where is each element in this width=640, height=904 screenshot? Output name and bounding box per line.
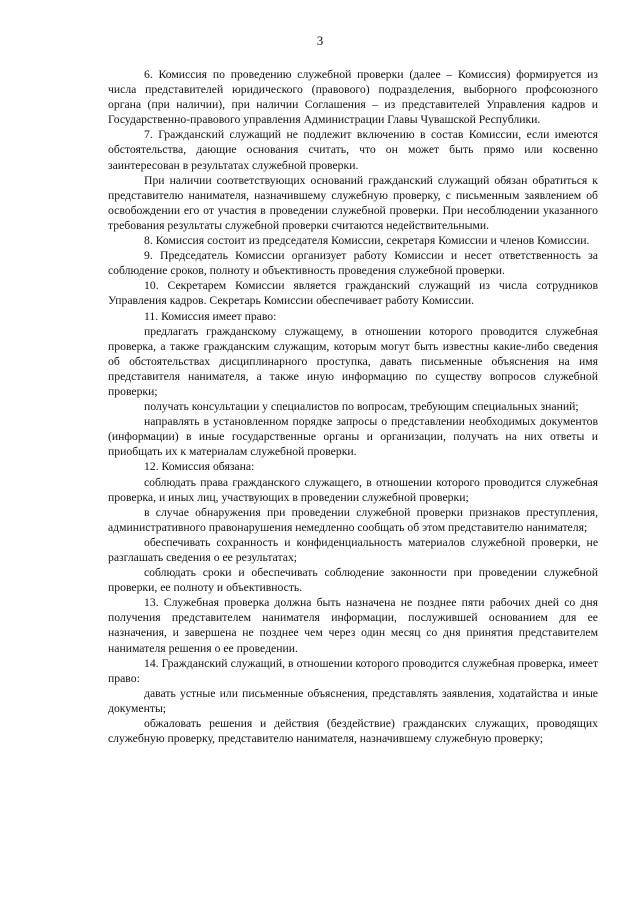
paragraph-11-item-2: получать консультации у специалистов по вопросам, требующим специальных знаний; bbox=[144, 400, 579, 414]
paragraph-9: 9. Председатель Комиссии организует работу Комиссии и несет ответственность за соблюдение сроков, полноту и объективность проведения служебной проверки. bbox=[108, 249, 598, 278]
paragraph-11-item-1: предлагать гражданскому служащему, в отношении которого проводится служебная проверка, а также гражданским служащим, которым могут быть известны какие-либо сведения об обстоятельствах дисциплинарного проступка, давать письменные объяснения на имя представителя нанимателя, а также иную информацию по существу вопросов служебной проверки; bbox=[108, 324, 598, 398]
paragraph-14-heading: 14. Гражданский служащий, в отношении которого проводится служебная проверка, имеет право: bbox=[108, 656, 598, 685]
paragraph-12-item-1: соблюдать права гражданского служащего, в отношении которого проводится служебная проверка, и иных лиц, участвующих в проведении служебной проверки; bbox=[108, 475, 598, 504]
page-number: 3 bbox=[316, 33, 324, 48]
paragraph-12-item-2: в случае обнаружения при проведении служебной проверки признаков преступления, административного правонарушения немедленно сообщать об этом представителю нанимателя; bbox=[108, 505, 598, 534]
document-body bbox=[108, 67, 598, 746]
paragraph-13: 13. Служебная проверка должна быть назначена не позднее пяти рабочих дней со дня получения представителем нанимателя информации, послужившей основанием для ее назначения, и завершена не позднее чем через один месяц со дня принятия представителем нанимателя решения о ее проведении. bbox=[108, 596, 598, 655]
paragraph-14-item-2: обжаловать решения и действия (бездействие) гражданских служащих, проводящих служебную проверку, представителю нанимателя, назначившему служебную проверку; bbox=[108, 717, 598, 746]
paragraph-11-heading: 11. Комиссия имеет право: bbox=[144, 309, 277, 323]
paragraph-7-continued: При наличии соответствующих оснований гражданский служащий обязан обратиться к представителю нанимателя, назначившему служебную проверку, с письменным заявлением об освобождении его от участия в проведении служебной проверки. При несоблюдении указанного требования результаты служебной проверки считаются недействительными. bbox=[108, 173, 598, 232]
paragraph-11-item-3: направлять в установленном порядке запросы о представлении необходимых документов (информации) в иные государственные органы и организации, получать на них ответы и приобщать их к материалам служебной проверки. bbox=[108, 415, 598, 459]
paragraph-14-item-1: давать устные или письменные объяснения, представлять заявления, ходатайства и иные документы; bbox=[108, 686, 598, 715]
paragraph-8: 8. Комиссия состоит из председателя Комиссии, секретаря Комиссии и членов Комиссии. bbox=[144, 234, 590, 248]
paragraph-12-item-4: соблюдать сроки и обеспечивать соблюдение законности при проведении служебной проверки, ее полноту и объективность. bbox=[108, 566, 598, 595]
paragraph-12-heading: 12. Комиссия обязана: bbox=[144, 460, 255, 474]
paragraph-12-item-3: обеспечивать сохранность и конфиденциальность материалов служебной проверки, не разглашать сведения о ее результатах; bbox=[108, 535, 598, 564]
paragraph-6: 6. Комиссия по проведению служебной проверки (далее – Комиссия) формируется из числа представителей юридического (правового) подразделения, выборного профсоюзного органа (при наличии), при наличии Соглашения – из представителей Управления кадров и Государственно-правового управления Администрации Главы Чувашской Республики. bbox=[108, 68, 598, 127]
paragraph-7: 7. Гражданский служащий не подлежит включению в состав Комиссии, если имеются обстоятельства, дающие основания считать, что он может быть прямо или косвенно заинтересован в результатах служебной проверки. bbox=[108, 128, 598, 172]
paragraph-10: 10. Секретарем Комиссии является гражданский служащий из числа сотрудников Управления кадров. Секретарь Комиссии обеспечивает работу Комиссии. bbox=[108, 279, 598, 308]
